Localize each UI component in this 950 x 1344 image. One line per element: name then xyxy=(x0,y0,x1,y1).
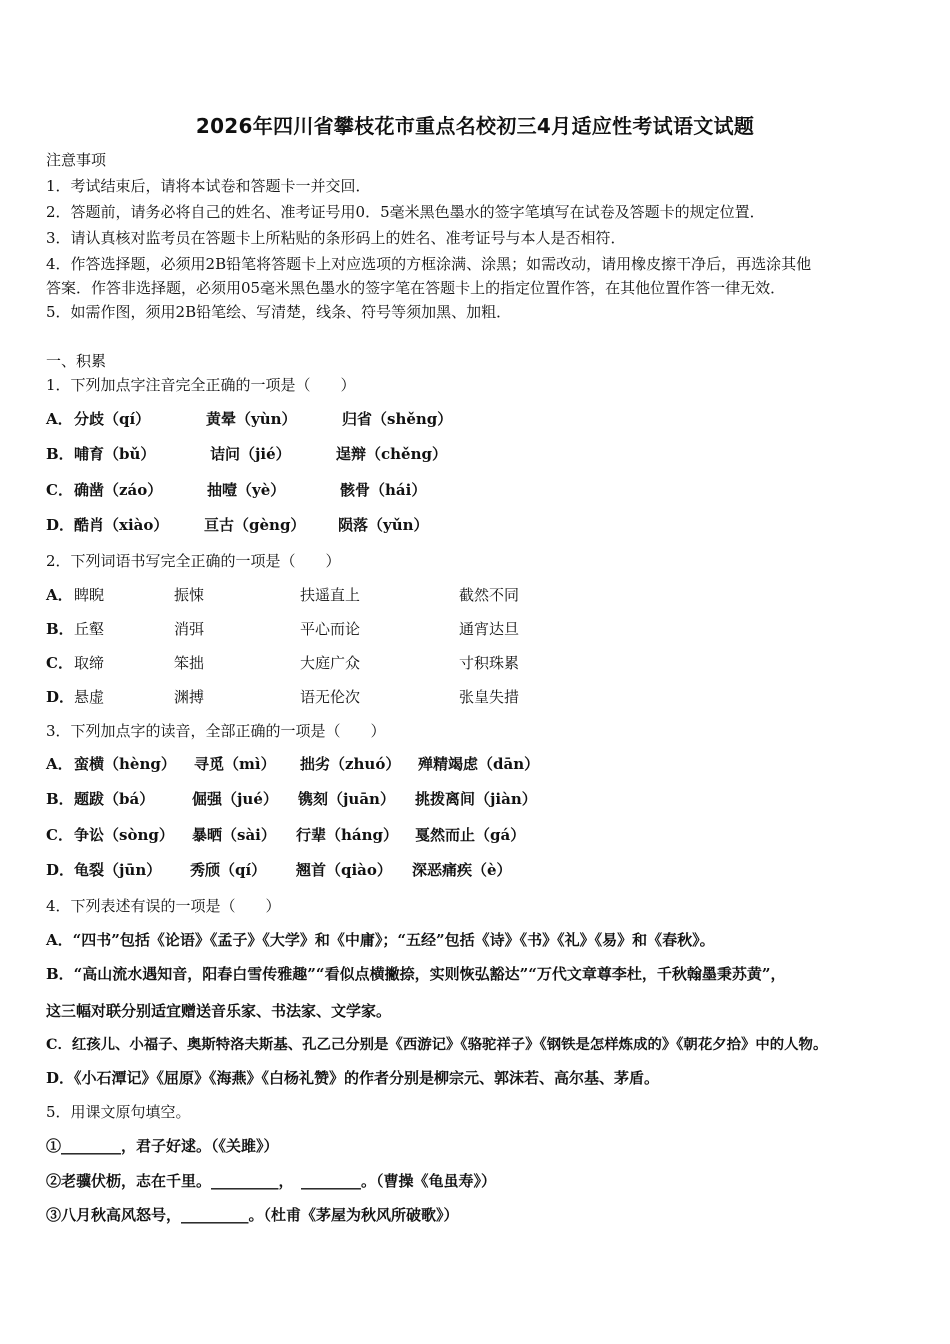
option-item: 蛮横（hèng） xyxy=(74,755,176,773)
option-item: 扶遥直上 xyxy=(300,586,361,604)
option-item: 寸积珠累 xyxy=(459,654,520,672)
option-item: 抽噎（yè） xyxy=(207,481,286,499)
option-label: B． xyxy=(46,445,74,463)
option-label: D． xyxy=(46,688,75,706)
option-label: A． xyxy=(46,586,73,604)
option-item: 倔强（jué） xyxy=(192,790,278,808)
option-item: 通宵达旦 xyxy=(459,620,520,638)
q5-blank-2: ②老骥伏枥，志在千里。_________， ________。（曹操《龟虽寿》） xyxy=(46,1172,497,1190)
option-item: 暴晒（sài） xyxy=(192,826,276,844)
option-label: A． xyxy=(46,755,73,773)
q4-stem: 4．下列表述有误的一项是（ ） xyxy=(46,897,281,915)
option-item: 酷肖（xiào） xyxy=(74,516,169,534)
option-item: 戛然而止（gá） xyxy=(415,826,526,844)
option-item: 分歧（qí） xyxy=(74,410,151,428)
option-item: 笨拙 xyxy=(174,654,205,672)
option-item: 陨落（yǔn） xyxy=(338,516,429,534)
option-item: 悬虚 xyxy=(74,688,105,706)
notice-heading: 注意事项 xyxy=(46,151,107,169)
notice-item-1: 1．考试结束后，请将本试卷和答题卡一并交回． xyxy=(46,177,371,195)
option-item: 丘壑 xyxy=(74,620,105,638)
option-label: C． xyxy=(46,481,73,499)
option-item: 确凿（záo） xyxy=(74,481,163,499)
q4-option-b-cont: 这三幅对联分别适宜赠送音乐家、书法家、文学家。 xyxy=(46,1002,392,1020)
option-item: 骸骨（hái） xyxy=(340,481,427,499)
q4-option-c: C．红孩儿、小福子、奥斯特洛夫斯基、孔乙己分别是《西游记》《骆驼祥子》《钢铁是怎样炼成的》《朝花夕拾》中的人物。 xyxy=(46,1036,828,1053)
option-item: 挑拨离间（jiàn） xyxy=(415,790,537,808)
option-item: 渊搏 xyxy=(174,688,205,706)
notice-item-5: 5．如需作图，须用2B铅笔绘、写清楚，线条、符号等须加黑、加粗． xyxy=(46,303,512,321)
option-item: 殚精竭虑（dān） xyxy=(418,755,540,773)
q1-stem: 1．下列加点字注音完全正确的一项是（ ） xyxy=(46,376,356,394)
option-label: A． xyxy=(46,410,73,428)
option-item: 振悚 xyxy=(174,586,205,604)
option-item: 秀颀（qí） xyxy=(190,861,267,879)
option-item: 翘首（qiào） xyxy=(296,861,392,879)
option-item: 大庭广众 xyxy=(300,654,361,672)
option-label: C． xyxy=(46,654,73,672)
option-item: 诘问（jié） xyxy=(210,445,291,463)
q5-stem: 5．用课文原句填空。 xyxy=(46,1103,191,1121)
q2-stem: 2．下列词语书写完全正确的一项是（ ） xyxy=(46,552,341,570)
section-heading: 一、积累 xyxy=(46,352,107,370)
option-item: 寻觅（mì） xyxy=(194,755,276,773)
q5-blank-1: ①________，君子好逑。（《关雎》） xyxy=(46,1137,279,1155)
notice-item-3: 3．请认真核对监考员在答题卡上所粘贴的条形码上的姓名、准考证号与本人是否相符． xyxy=(46,229,626,247)
option-item: 语无伦次 xyxy=(300,688,361,706)
q3-stem: 3．下列加点字的读音，全部正确的一项是（ ） xyxy=(46,722,386,740)
notice-item-4-cont: 答案．作答非选择题，必须用05毫米黑色墨水的签字笔在答题卡上的指定位置作答，在其他位置作答一律无效． xyxy=(46,279,786,297)
option-label: D． xyxy=(46,516,75,534)
option-item: 截然不同 xyxy=(459,586,520,604)
notice-item-2: 2．答题前，请务必将自己的姓名、准考证号用0．5毫米黑色墨水的签字笔填写在试卷及答题卡的规定位置． xyxy=(46,203,765,221)
option-item: 镌刻（juān） xyxy=(298,790,395,808)
option-item: 消弭 xyxy=(174,620,205,638)
option-item: 张皇失措 xyxy=(459,688,520,706)
option-item: 平心而论 xyxy=(300,620,361,638)
option-item: 哺育（bǔ） xyxy=(74,445,156,463)
q5-blank-3: ③八月秋高风怒号，_________。（杜甫《茅屋为秋风所破歌》） xyxy=(46,1206,459,1224)
option-item: 争讼（sòng） xyxy=(74,826,174,844)
option-item: 归省（shěng） xyxy=(342,410,453,428)
page-title: 2026年四川省攀枝花市重点名校初三4月适应性考试语文试题 xyxy=(195,114,755,138)
notice-item-4: 4．作答选择题，必须用2B铅笔将答题卡上对应选项的方框涂满、涂黑；如需改动，请用橡皮擦干净后，再选涂其他 xyxy=(46,255,812,273)
option-label: C． xyxy=(46,826,73,844)
option-item: 睥睨 xyxy=(74,586,105,604)
option-item: 取缔 xyxy=(74,654,105,672)
option-item: 龟裂（jūn） xyxy=(74,861,162,879)
option-item: 逞辩（chěng） xyxy=(336,445,447,463)
q4-option-b: B．“高山流水遇知音，阳春白雪传雅趣”“看似点横撇捺，实则恢弘豁达”“万代文章尊李杜，千秋翰墨秉苏黄”， xyxy=(46,965,786,983)
option-label: B． xyxy=(46,790,74,808)
q4-option-d: D．《小石潭记》《屈原》《海燕》《白杨礼赞》的作者分别是柳宗元、郭沫若、高尔基、茅盾。 xyxy=(46,1069,660,1087)
option-item: 亘古（gèng） xyxy=(204,516,306,534)
option-item: 题跋（bá） xyxy=(74,790,155,808)
option-label: B． xyxy=(46,620,74,638)
option-label: D． xyxy=(46,861,75,879)
option-item: 拙劣（zhuó） xyxy=(300,755,401,773)
option-item: 行辈（háng） xyxy=(296,826,399,844)
option-item: 黄晕（yùn） xyxy=(206,410,297,428)
q4-option-a: A．“四书”包括《论语》《孟子》《大学》和《中庸》；“五经”包括《诗》《书》《礼》《易》和《春秋》。 xyxy=(46,931,715,949)
option-item: 深恶痛疾（è） xyxy=(412,861,512,879)
